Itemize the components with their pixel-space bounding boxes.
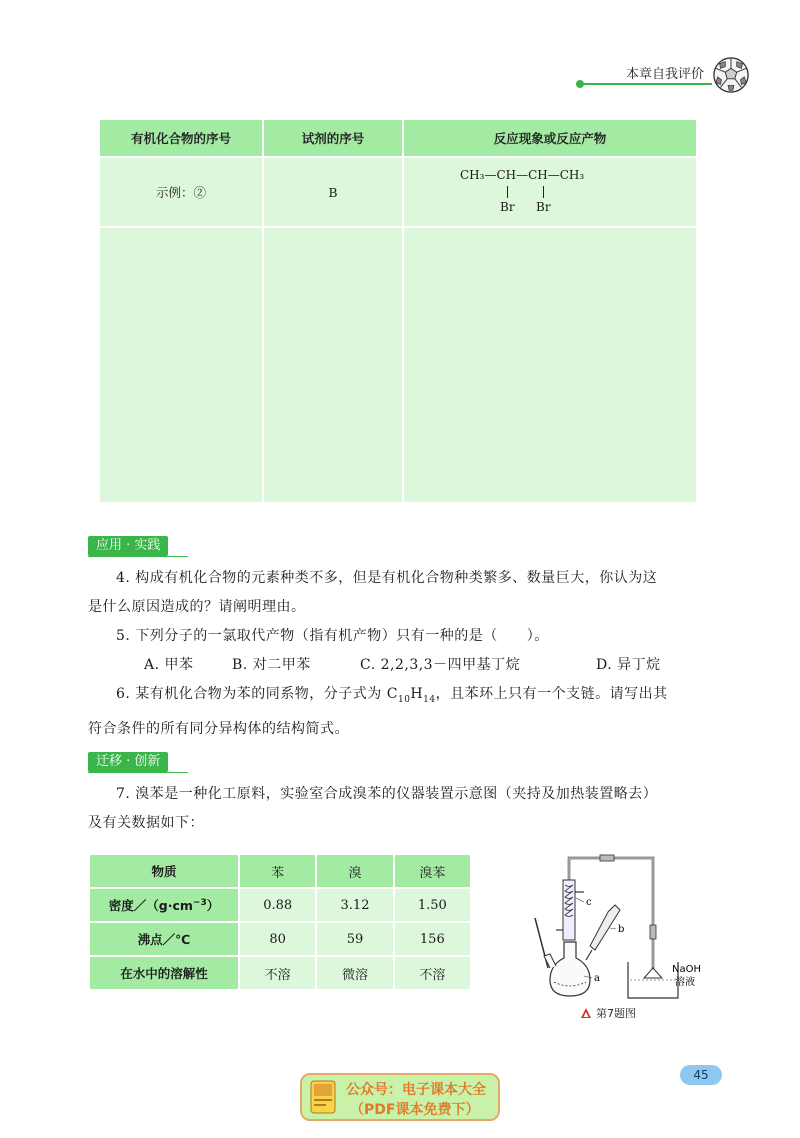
q7-line1: 7. 溴苯是一种化工原料，实验室合成溴苯的仪器装置示意图（夹持及加热装置略去）: [116, 786, 658, 802]
q6-line2: 符合条件的所有同分异构体的结构简式。: [88, 720, 349, 737]
warning-triangle-icon: [580, 1007, 592, 1019]
table-row-density: [89, 888, 471, 922]
table-row-boiling: [89, 922, 471, 956]
q4-line1: 4. 构成有机化合物的元素种类不多，但是有机化合物种类繁多、数量巨大，你认为这: [116, 570, 658, 586]
table-cell: 微溶: [316, 956, 393, 990]
col-header-reagent: 试剂的序号: [263, 119, 403, 157]
watermark-line2: （PDF课本免费下）: [350, 1102, 480, 1118]
q5-options: [88, 651, 713, 680]
questions-block-1: [88, 564, 713, 744]
section-underline: [88, 556, 188, 557]
table-cell: 0.88: [239, 888, 316, 922]
row-label-density: 密度$/(g\cdot cm^{-3})$: [89, 888, 239, 922]
table-cell: 1.50: [394, 888, 471, 922]
label-solution: 溶液: [675, 977, 695, 988]
table-cell: 156: [394, 922, 471, 956]
formula-chain: CH₃—CH—CH—CH₃: [460, 168, 585, 182]
example-product: [403, 157, 697, 227]
blank-cell[interactable]: [403, 227, 697, 503]
header-bromobenzene: 溴苯: [394, 854, 471, 888]
q6-line1: 6. 某有机化合物为苯的同系物，分子式为 $C_{10}H_{14}$，且苯环上只有一个支链。请写出其: [116, 686, 668, 705]
label-b: b: [618, 924, 625, 935]
table-cell: 不溶: [239, 956, 316, 990]
data-table: [88, 853, 472, 991]
header-substance: 物质: [89, 854, 239, 888]
label-c: c: [586, 897, 592, 908]
book-logo-icon: [310, 1080, 336, 1114]
q5-option-d: D. 异丁烷: [596, 657, 661, 673]
col-header-phenomenon: 反应现象或反应产物: [403, 119, 697, 157]
chapter-header-title: 本章自我评价: [625, 67, 704, 82]
table-row-solubility: [89, 956, 471, 990]
row-label-boiling: 沸点／℃: [89, 922, 239, 956]
example-reagent: B: [263, 157, 403, 227]
q5-option-a: A. 甲苯: [144, 657, 194, 673]
table-cell: 3.12: [316, 888, 393, 922]
label-a: a: [594, 973, 600, 984]
substituent-br: Br: [536, 200, 551, 214]
substituent-br: Br: [500, 200, 515, 214]
header-rule: [582, 83, 712, 85]
section-badge-apply: 应用 · 实践: [88, 536, 168, 556]
apparatus-diagram: [520, 850, 720, 1005]
watermark-banner: [300, 1073, 500, 1121]
q5-option-b: B. 对二甲苯: [232, 657, 311, 673]
bond-line: [543, 186, 544, 198]
q4-line2: 是什么原因造成的？请阐明理由。: [88, 599, 306, 615]
questions-block-2: [88, 780, 713, 838]
q7-line2: 及有关数据如下：: [88, 815, 204, 831]
example-compound: 示例：②: [99, 157, 263, 227]
section-badge-transfer: 迁移 · 创新: [88, 752, 168, 772]
blank-cell[interactable]: [99, 227, 263, 503]
col-header-compound: 有机化合物的序号: [99, 119, 263, 157]
watermark-line1: 公众号：电子课本大全: [346, 1082, 486, 1098]
q5-stem: 5. 下列分子的一氯取代产物（指有机产物）只有一种的是（ ）。: [116, 628, 549, 644]
row-label-solubility: 在水中的溶解性: [89, 956, 239, 990]
table-row-blank: [99, 227, 697, 503]
header-bromine: 溴: [316, 854, 393, 888]
table-cell: 59: [316, 922, 393, 956]
section-underline: [88, 772, 188, 773]
table-row-example: [99, 157, 697, 227]
table-cell: 不溶: [394, 956, 471, 990]
structural-formula: [460, 164, 640, 220]
table-row-header: [89, 854, 471, 888]
blank-cell[interactable]: [263, 227, 403, 503]
table-cell: 80: [239, 922, 316, 956]
bond-line: [507, 186, 508, 198]
figure-caption: 第7题图: [596, 1007, 636, 1020]
page-number: 45: [680, 1065, 722, 1085]
answer-table: [98, 118, 698, 504]
buckyball-icon: [712, 56, 750, 94]
q5-option-c: C. 2,2,3,3－四甲基丁烷: [360, 657, 521, 673]
header-benzene: 苯: [239, 854, 316, 888]
label-naoh: NaOH: [672, 964, 701, 975]
